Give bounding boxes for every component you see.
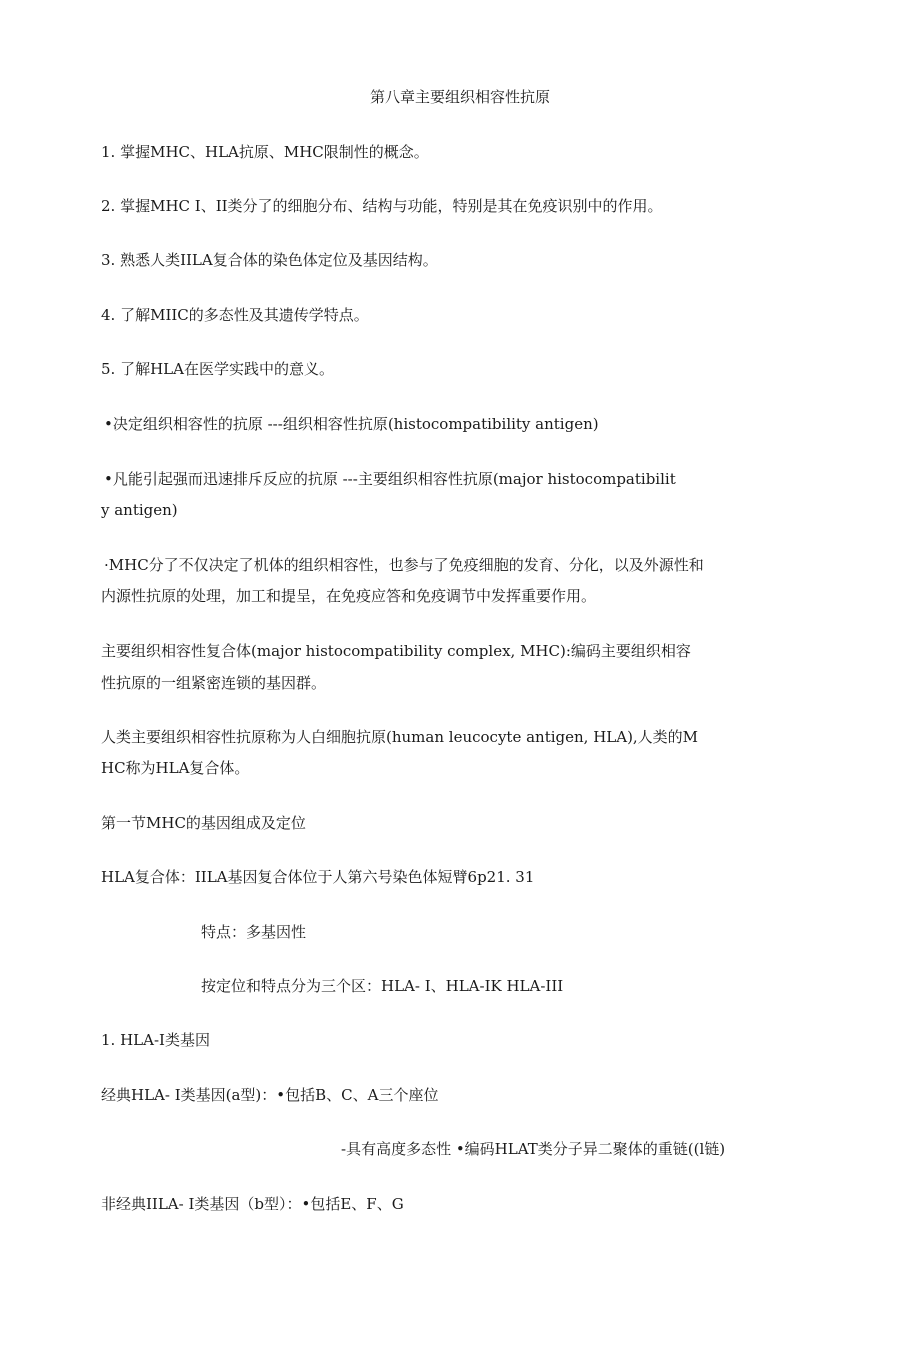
classic-class-i-line1: 经典HLA- I类基因(a型)：•包括B、C、A三个座位 [101,1086,439,1104]
bullet-major-antigen-line2: y antigen) [101,501,178,519]
objective-3: 3. 熟悉人类IILA复合体的染色体定位及基因结构。 [101,251,438,269]
objective-4: 4. 了解MIIC的多态性及其遗传学特点。 [101,306,369,324]
subsection-heading: 1. HLA-I类基因 [101,1031,210,1049]
hla-regions: 按定位和特点分为三个区：HLA- I、HLA-IK HLA-III [201,977,564,995]
objective-5: 5. 了解HLA在医学实践中的意义。 [101,360,334,378]
definition-hla-line2: HC称为HLA复合体。 [101,759,250,777]
definition-hla-line1: 人类主要组织相容性抗原称为人白细胞抗原(human leucocyte antigen, HLA),人类的M [101,728,699,746]
definition-mhc-line2: 性抗原的一组紧密连锁的基因群。 [101,674,327,692]
hla-feature: 特点：多基因性 [201,923,307,941]
definition-mhc-line1: 主要组织相容性复合体(major histocompatibility complex, MHC):编码主要组织相容 [101,642,691,660]
page-title: 第八章主要组织相容性抗原 [369,88,550,106]
bullet-major-antigen-line1: •凡能引起强而迅速排斥反应的抗原 ---主要组织相容性抗原(major histocompatibilit [104,470,676,488]
bullet-mhc-function-line2: 内源性抗原的处理，加工和提呈，在免疫应答和免疫调节中发挥重要作用。 [101,587,597,605]
bullet-histocompatibility-antigen: •决定组织相容性的抗原 ---组织相容性抗原(histocompatibility antigen) [104,415,599,433]
objective-2: 2. 掌握MHC I、II类分了的细胞分布、结构与功能，特别是其在免疫识别中的作用。 [101,197,663,215]
objective-1: 1. 掌握MHC、HLA抗原、MHC限制性的概念。 [101,143,429,161]
hla-complex-location: HLA复合体：IILA基因复合体位于人第六号染色体短臂6p21. 31 [101,868,535,886]
bullet-mhc-function-line1: ·MHC分了不仅决定了机体的组织相容性，也参与了免疫细胞的发育、分化，以及外源性和 [104,556,704,574]
nonclassic-class-i: 非经典IILA- I类基因（b型）：•包括E、F、G [101,1195,404,1213]
classic-class-i-line2: -具有高度多态性 •编码HLAT类分子异二聚体的重链((l链) [341,1140,726,1158]
section-heading: 第一节MHC的基因组成及定位 [101,814,306,832]
